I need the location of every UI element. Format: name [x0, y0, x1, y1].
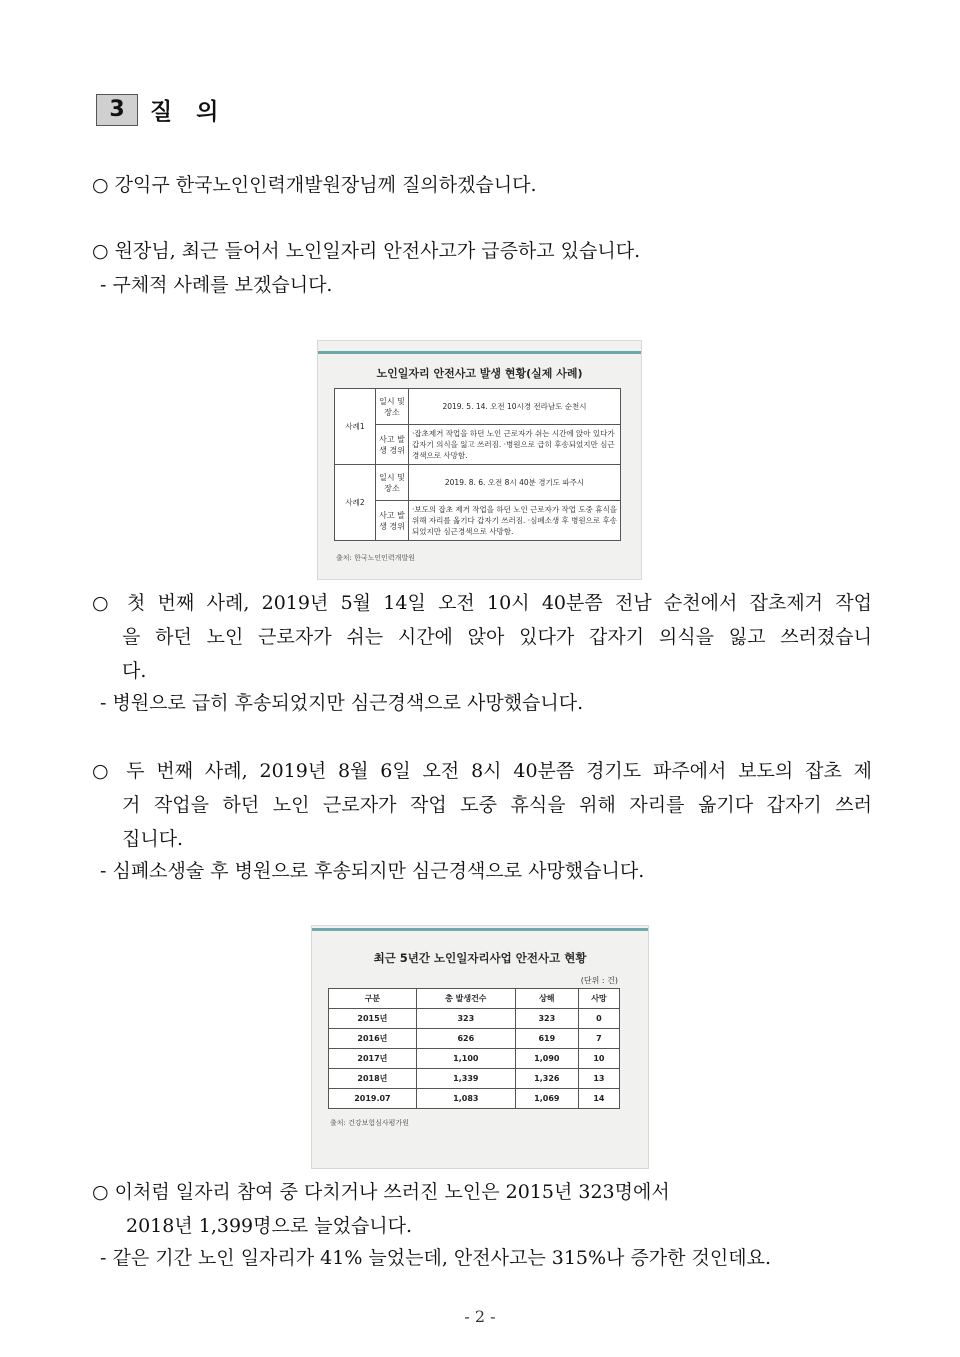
table-row: [329, 1029, 620, 1049]
table-cell: 2019.07: [329, 1089, 417, 1109]
table-cell: 1,339: [416, 1069, 515, 1089]
table-cell: 1,083: [416, 1089, 515, 1109]
table-row: [329, 1089, 620, 1109]
table-cell: 323: [416, 1009, 515, 1029]
slide-accident-stats: [312, 926, 648, 1168]
paragraph-line: 집니다.: [122, 828, 184, 850]
table-cell: 626: [416, 1029, 515, 1049]
page-number: - 2 -: [464, 1307, 496, 1326]
paragraph-line: 거 작업을 하던 노인 근로자가 작업 도중 휴식을 위해 자리를 옮기다 갑자기 쓰러: [122, 794, 872, 816]
table-cell: 619: [515, 1029, 578, 1049]
table-cell: 2017년: [329, 1049, 417, 1069]
table-row: [329, 1009, 620, 1029]
table-row: [329, 1049, 620, 1069]
paragraph-2: [92, 234, 872, 268]
column-header: 구분: [329, 989, 417, 1009]
column-header: 상해: [515, 989, 578, 1009]
table-cell: 2016년: [329, 1029, 417, 1049]
table-cell: 10: [578, 1049, 619, 1069]
slide-top-rule: [312, 928, 648, 931]
table-cell: 2018년: [329, 1069, 417, 1089]
paragraph-5: [92, 1175, 872, 1243]
case-2-how: ·보도의 잡초 제거 작업을 하던 노인 근로자가 작업 도중 휴식을 위해 자리를 옮기다 갑자기 쓰러짐. ·심폐소생 후 병원으로 후송되었지만 심근경색으로 사망함.: [409, 501, 621, 541]
paragraph-line: ○ 강익구 한국노인인력개발원장님께 질의하겠습니다.: [92, 174, 537, 196]
table-cell: 1,069: [515, 1089, 578, 1109]
table-cell: 7: [578, 1029, 619, 1049]
table-cell: 0: [578, 1009, 619, 1029]
case-1-when-label: 일시 및 장소: [376, 389, 409, 425]
paragraph-line: ○ 이처럼 일자리 참여 중 다치거나 쓰러진 노인은 2015년 323명에서: [92, 1181, 670, 1203]
paragraph-line: 을 하던 노인 근로자가 쉬는 시간에 앉아 있다가 갑자기 의식을 잃고 쓰러졌습니: [122, 626, 872, 648]
table-cell: 13: [578, 1069, 619, 1089]
table-cell: 1,326: [515, 1069, 578, 1089]
accident-stats-table: [328, 988, 620, 1109]
case-2-when: 2019. 8. 6. 오전 8시 40분 경기도 파주시: [409, 465, 621, 501]
column-header: 총 발생건수: [416, 989, 515, 1009]
paragraph-5-sub: - 같은 기간 노인 일자리가 41% 늘었는데, 안전사고는 315%나 증가한 것인데요.: [100, 1247, 772, 1269]
paragraph-line: 다.: [122, 660, 147, 682]
table-cell: 323: [515, 1009, 578, 1029]
paragraph-line: ○ 원장님, 최근 들어서 노인일자리 안전사고가 급증하고 있습니다.: [92, 240, 641, 262]
case-1-how: ·잡초제거 작업을 하던 노인 근로자가 쉬는 시간에 앉아 있다가 갑자기 의식을 잃고 쓰러짐. ·병원으로 급히 후송되었지만 심근경색으로 사망함.: [409, 425, 621, 465]
table-cell: 1,090: [515, 1049, 578, 1069]
paragraph-line: ○ 첫 번째 사례, 2019년 5월 14일 오전 10시 40분쯤 전남 순천에서 잡초제거 작업: [92, 592, 872, 614]
case-1-label: 사례1: [335, 389, 376, 465]
section-title: 질 의: [150, 99, 227, 125]
slide-title: 최근 5년간 노인일자리사업 안전사고 현황: [373, 951, 587, 965]
paragraph-3: [92, 586, 872, 688]
paragraph-4: [92, 754, 872, 856]
paragraph-2-sub: - 구체적 사례를 보겠습니다.: [100, 274, 333, 296]
slide-title: 노인일자리 안전사고 발생 현황(실제 사례): [376, 367, 583, 380]
accident-cases-table: [334, 388, 621, 541]
case-1-when: 2019. 5. 14. 오전 10시경 전라남도 순천시: [409, 389, 621, 425]
section-heading: [96, 93, 226, 126]
slide-accident-cases: [318, 341, 641, 579]
case-2-when-label: 일시 및 장소: [376, 465, 409, 501]
paragraph-line: ○ 두 번째 사례, 2019년 8월 6일 오전 8시 40분쯤 경기도 파주에서 보도의 잡초 제: [92, 760, 872, 782]
paragraph-line: 2018년 1,399명으로 늘었습니다.: [126, 1215, 413, 1237]
case-2-how-label: 사고 발생 경위: [376, 501, 409, 541]
unit-label: (단위 : 건): [580, 976, 618, 985]
paragraph-4-sub: - 심폐소생술 후 병원으로 후송되지만 심근경색으로 사망했습니다.: [100, 860, 645, 882]
paragraph-3-sub: - 병원으로 급히 후송되었지만 심근경색으로 사망했습니다.: [100, 692, 584, 714]
table-cell: 2015년: [329, 1009, 417, 1029]
table-cell: 14: [578, 1089, 619, 1109]
table-row: [329, 1069, 620, 1089]
slide-source: 출처: 한국노인인력개발원: [336, 554, 415, 562]
paragraph-1: [92, 168, 872, 202]
case-1-how-label: 사고 발생 경위: [376, 425, 409, 465]
section-number: 3: [96, 94, 138, 126]
table-cell: 1,100: [416, 1049, 515, 1069]
case-2-label: 사례2: [335, 465, 376, 541]
column-header: 사망: [578, 989, 619, 1009]
slide-top-rule: [318, 351, 641, 354]
slide-source: 출처: 건강보험심사평가원: [330, 1119, 409, 1127]
table-header-row: [329, 989, 620, 1009]
